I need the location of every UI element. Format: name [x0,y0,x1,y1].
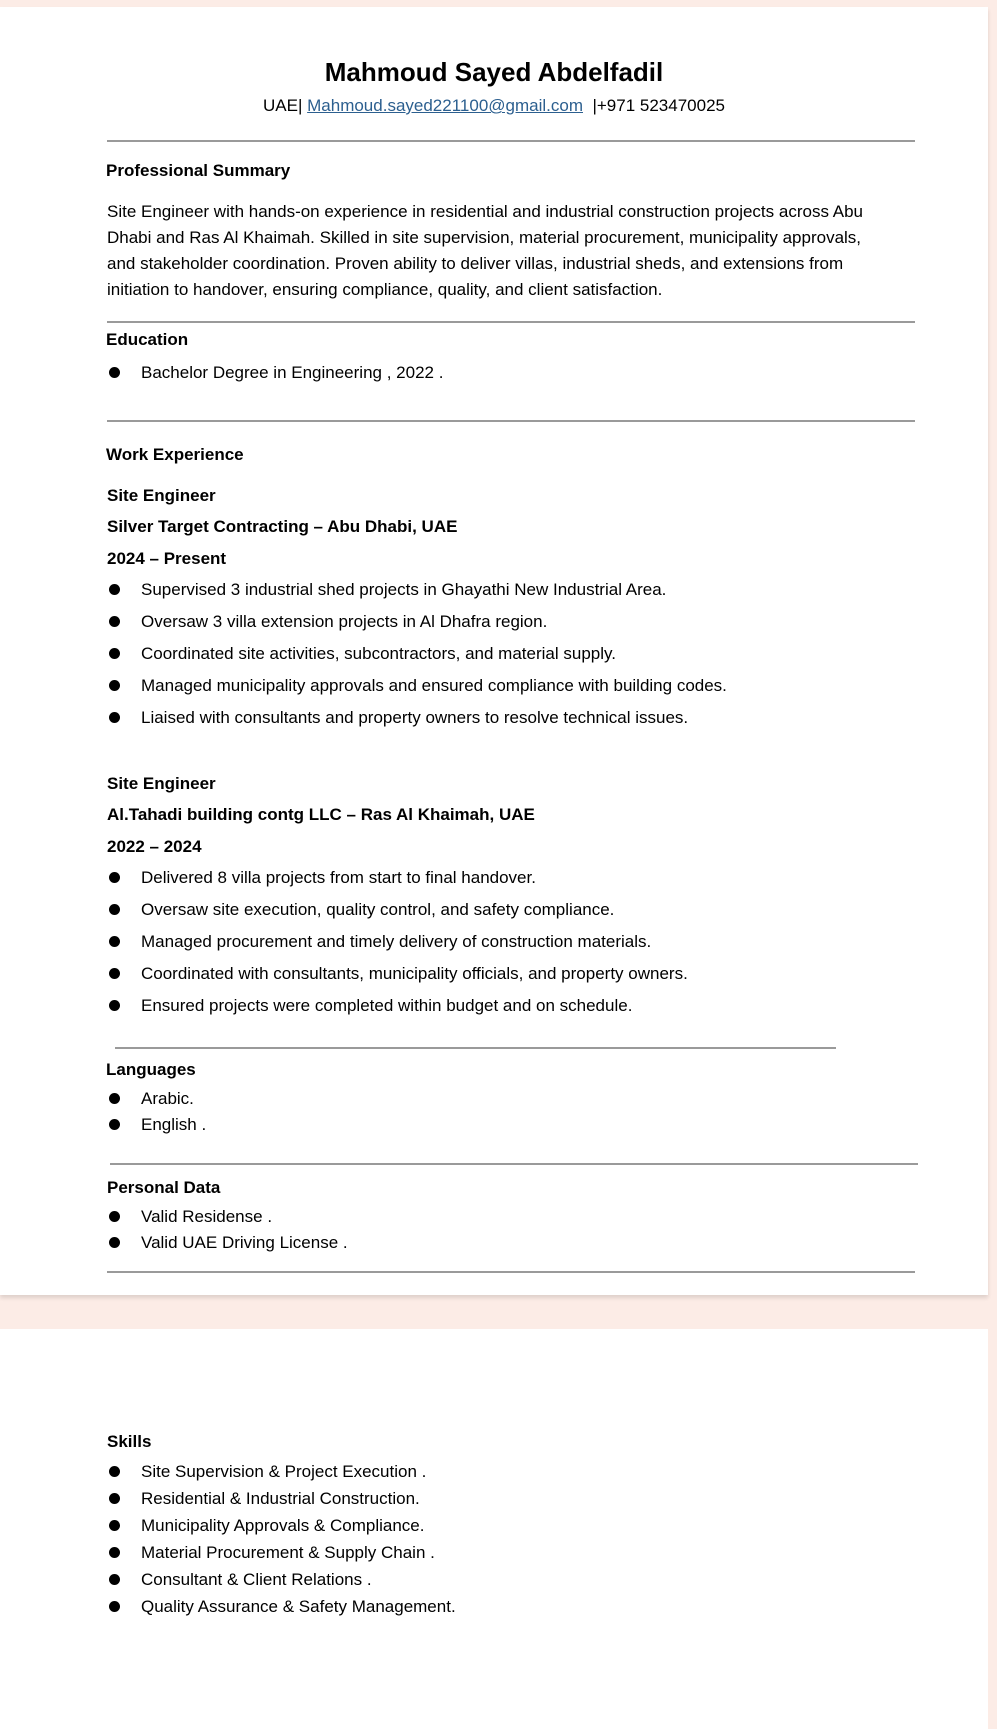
job-period: 2022 – 2024 [107,837,202,856]
divider [107,140,915,142]
list-item: English . [107,1112,206,1138]
phone-text: |+971 523470025 [592,96,725,115]
list-item: Supervised 3 industrial shed projects in Ghayathi New Industrial Area. [107,574,727,606]
job-company: Silver Target Contracting – Abu Dhabi, UAE [107,517,458,536]
job-company: Al.Tahadi building contg LLC – Ras Al Khaimah, UAE [107,805,535,824]
list-item: Site Supervision & Project Execution . [107,1458,456,1485]
job-responsibilities [107,862,688,1022]
job-period: 2024 – Present [107,549,227,568]
languages-heading: Languages [106,1060,196,1079]
list-item: Material Procurement & Supply Chain . [107,1539,456,1566]
list-item: Ensured projects were completed within budget and on schedule. [107,990,688,1022]
job-title: Site Engineer [107,774,216,793]
list-item: Oversaw 3 villa extension projects in Al Dhafra region. [107,606,727,638]
list-item: Oversaw site execution, quality control, and safety compliance. [107,894,688,926]
list-item: Delivered 8 villa projects from start to final handover. [107,862,688,894]
summary-line: Dhabi and Ras Al Khaimah. Skilled in site supervision, material procurement, municipality approvals, [107,228,862,247]
divider [107,420,915,422]
divider [107,1271,915,1273]
work-experience-heading: Work Experience [106,445,244,464]
summary-line: Site Engineer with hands-on experience in residential and industrial construction projects across Abu [107,202,863,221]
email-link[interactable]: Mahmoud.sayed221100@gmail.com [307,96,583,115]
summary-line: initiation to handover, ensuring compliance, quality, and client satisfaction. [107,280,663,299]
location-text: UAE| [263,96,303,115]
list-item: Residential & Industrial Construction. [107,1485,456,1512]
divider [110,1163,918,1165]
personal-data-list [107,1204,348,1256]
languages-list [107,1086,206,1138]
skills-list [107,1458,456,1620]
skills-heading: Skills [107,1432,152,1451]
resume-page-2 [0,1329,988,1729]
list-item: Coordinated site activities, subcontractors, and material supply. [107,638,727,670]
job-title: Site Engineer [107,486,216,505]
education-heading: Education [106,330,189,349]
list-item: Bachelor Degree in Engineering , 2022 . [107,357,443,389]
summary-line: and stakeholder coordination. Proven ability to deliver villas, industrial sheds, and extensions from [107,254,844,273]
education-list [107,357,443,389]
list-item: Valid Residense . [107,1204,348,1230]
list-item: Coordinated with consultants, municipality officials, and property owners. [107,958,688,990]
list-item: Managed municipality approvals and ensured compliance with building codes. [107,670,727,702]
list-item: Arabic. [107,1086,206,1112]
list-item: Quality Assurance & Safety Management. [107,1593,456,1620]
list-item: Municipality Approvals & Compliance. [107,1512,456,1539]
personal-data-heading: Personal Data [107,1178,221,1197]
divider [115,1047,836,1049]
professional-summary-heading: Professional Summary [106,161,291,180]
contact-line [0,95,988,117]
resume-page-1 [0,7,988,1295]
divider [107,321,915,323]
professional-summary-text [107,199,927,303]
list-item: Consultant & Client Relations . [107,1566,456,1593]
list-item: Valid UAE Driving License . [107,1230,348,1256]
list-item: Managed procurement and timely delivery of construction materials. [107,926,688,958]
candidate-name: Mahmoud Sayed Abdelfadil [324,57,664,87]
job-responsibilities [107,574,727,734]
list-item: Liaised with consultants and property owners to resolve technical issues. [107,702,727,734]
